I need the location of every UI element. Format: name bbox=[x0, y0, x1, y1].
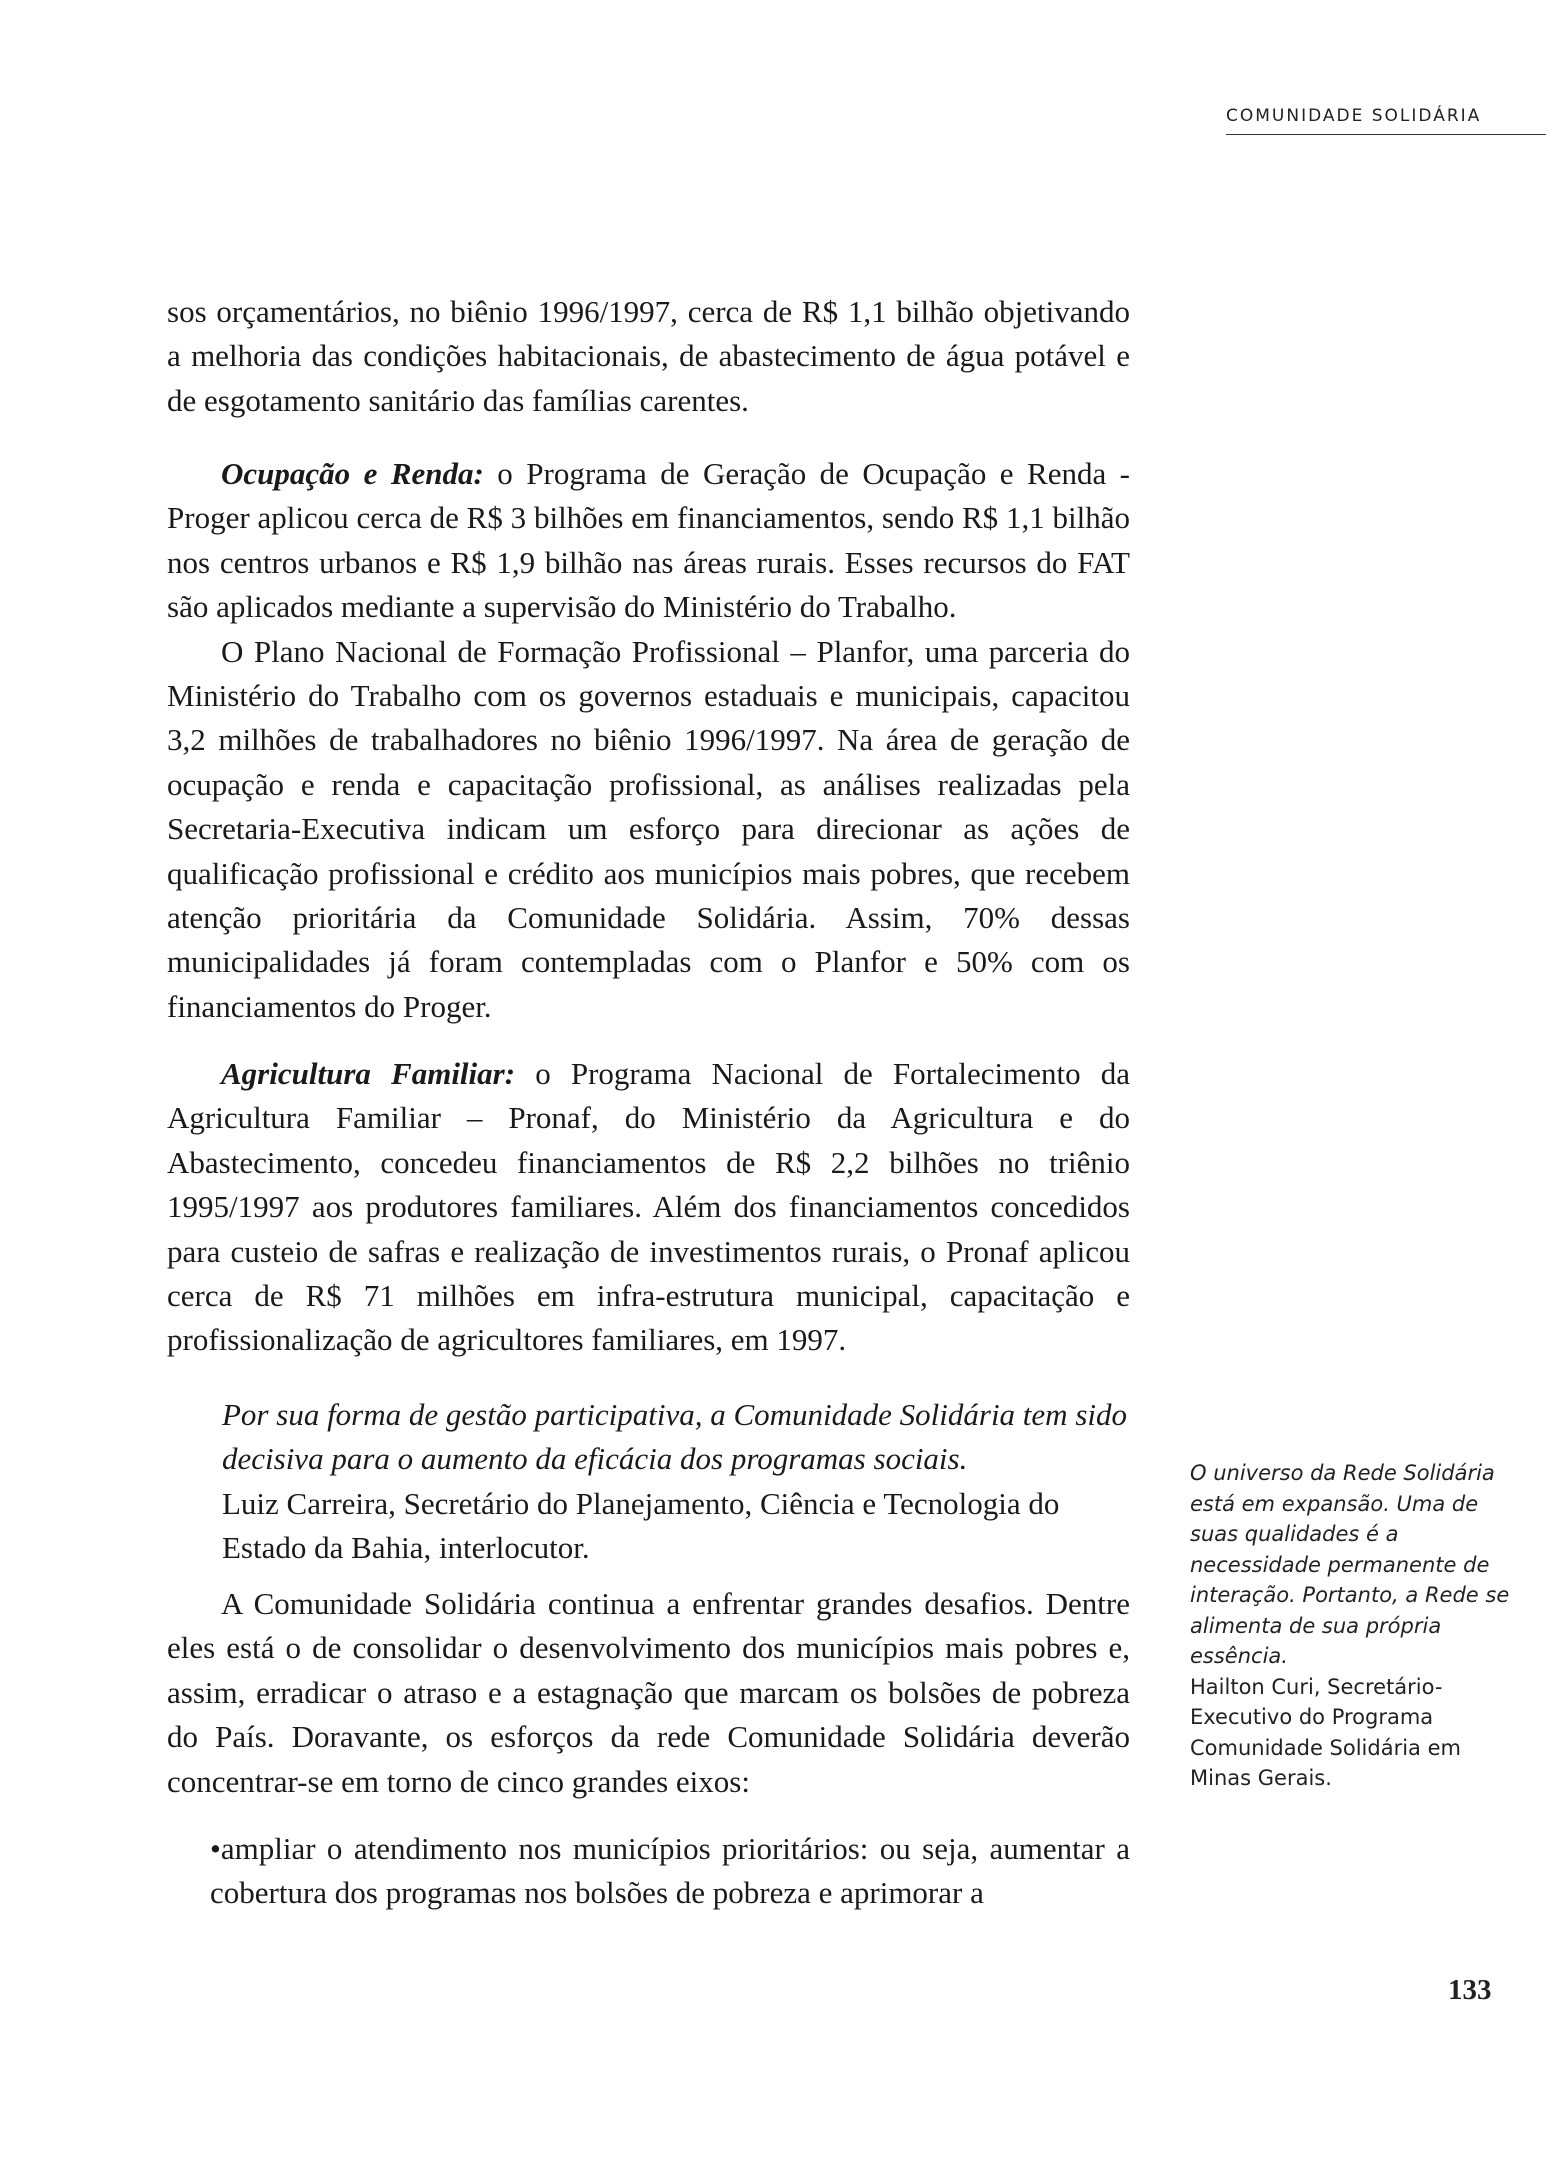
paragraph-housing bbox=[167, 290, 1130, 423]
sidebar-attribution: Hailton Curi, Secretário-Executivo do Programa Comunidade Solidária em Minas Gerais. bbox=[1190, 1674, 1461, 1790]
page-number: 133 bbox=[1448, 1974, 1492, 2006]
bullet-body: ampliar o atendimento nos municípios prioritários: ou seja, aumentar a cobertura dos programas nos bolsões de pobreza e aprimorar a bbox=[210, 1831, 1130, 1911]
paragraph-challenges bbox=[167, 1582, 1130, 1804]
quote-text: Por sua forma de gestão participativa, a Comunidade Solidária tem sido decisiva para o aumento da eficácia dos programas sociais. bbox=[222, 1397, 1127, 1477]
paragraph-occupation-income bbox=[167, 452, 1130, 1029]
paragraph-text: A Comunidade Solidária continua a enfrentar grandes desafios. Dentre eles está o de consolidar o desenvolvimento dos municípios mais pobres e, assim, erradicar o atraso e a estagnação que marcam os bolsões de pobreza do País. Doravante, os esforços da rede Comunidade Solidária deverão concentrar-se em torno de cinco grandes eixos: bbox=[167, 1586, 1130, 1799]
paragraph-text bbox=[167, 452, 1130, 630]
sidebar-quote-text: O universo da Rede Solidária está em expansão. Uma de suas qualidades é a necessidade permanente de interação. Portanto, a Rede se alimenta de sua própria essência. bbox=[1190, 1461, 1510, 1668]
quote-attribution: Luiz Carreira, Secretário do Planejamento, Ciência e Tecnologia do Estado da Bahia, interlocutor. bbox=[222, 1485, 1060, 1566]
paragraph-family-agriculture bbox=[167, 1052, 1130, 1363]
bullet-text bbox=[210, 1827, 1130, 1916]
paragraph-text: sos orçamentários, no biênio 1996/1997, cerca de R$ 1,1 bilhão objetivando a melhoria das condições habitacionais, de abastecimento de água potável e de esgotamento sanitário das famílias carentes. bbox=[167, 294, 1130, 418]
sidebar-quote bbox=[1190, 1458, 1520, 1794]
section-lead: Ocupação e Renda: bbox=[221, 456, 484, 491]
paragraph-body: o Programa Nacional de Fortalecimento da Agricultura Familiar – Pronaf, do Ministério da Agricultura e do Abastecimento, concedeu financiamentos de R$ 2,2 bilhões no triênio 1995/1997 aos produtores familiares. Além dos financiamentos concedidos para custeio de safras e realização de investimentos rurais, o Pronaf aplicou cerca de R$ 71 milhões em infra-estrutura municipal, capacitação e profissionalização de agricultores familiares, em 1997. bbox=[167, 1056, 1130, 1358]
paragraph-text bbox=[167, 1052, 1130, 1363]
header-rule bbox=[1226, 134, 1546, 135]
paragraph-planfor: O Plano Nacional de Formação Profissional – Planfor, uma parceria do Ministério do Trabalho com os governos estaduais e municipais, capacitou 3,2 milhões de trabalhadores no biênio 1996/1997. Na área de geração de ocupação e renda e capacitação profissional, as análises realizadas pela Secretaria-Executiva indicam um esforço para direcionar as ações de qualificação profissional e crédito aos municípios mais pobres, que recebem atenção prioritária da Comunidade Solidária. Assim, 70% dessas municipalidades já foram contempladas com o Planfor e 50% com os financiamentos do Proger. bbox=[167, 633, 1130, 1024]
bullet-marker: • bbox=[210, 1831, 221, 1866]
section-lead: Agricultura Familiar: bbox=[221, 1056, 516, 1091]
bullet-item bbox=[210, 1827, 1130, 1916]
pull-quote bbox=[222, 1393, 1132, 1571]
running-header: COMUNIDADE SOLIDÁRIA bbox=[1226, 106, 1482, 126]
paragraph-body: o Programa de Geração de Ocupação e Renda - Proger aplicou cerca de R$ 3 bilhões em financiamentos, sendo R$ 1,1 bilhão nos centros urbanos e R$ 1,9 bilhão nas áreas rurais. Esses recursos do FAT são aplicados mediante a supervisão do Ministério do Trabalho. bbox=[167, 456, 1130, 625]
